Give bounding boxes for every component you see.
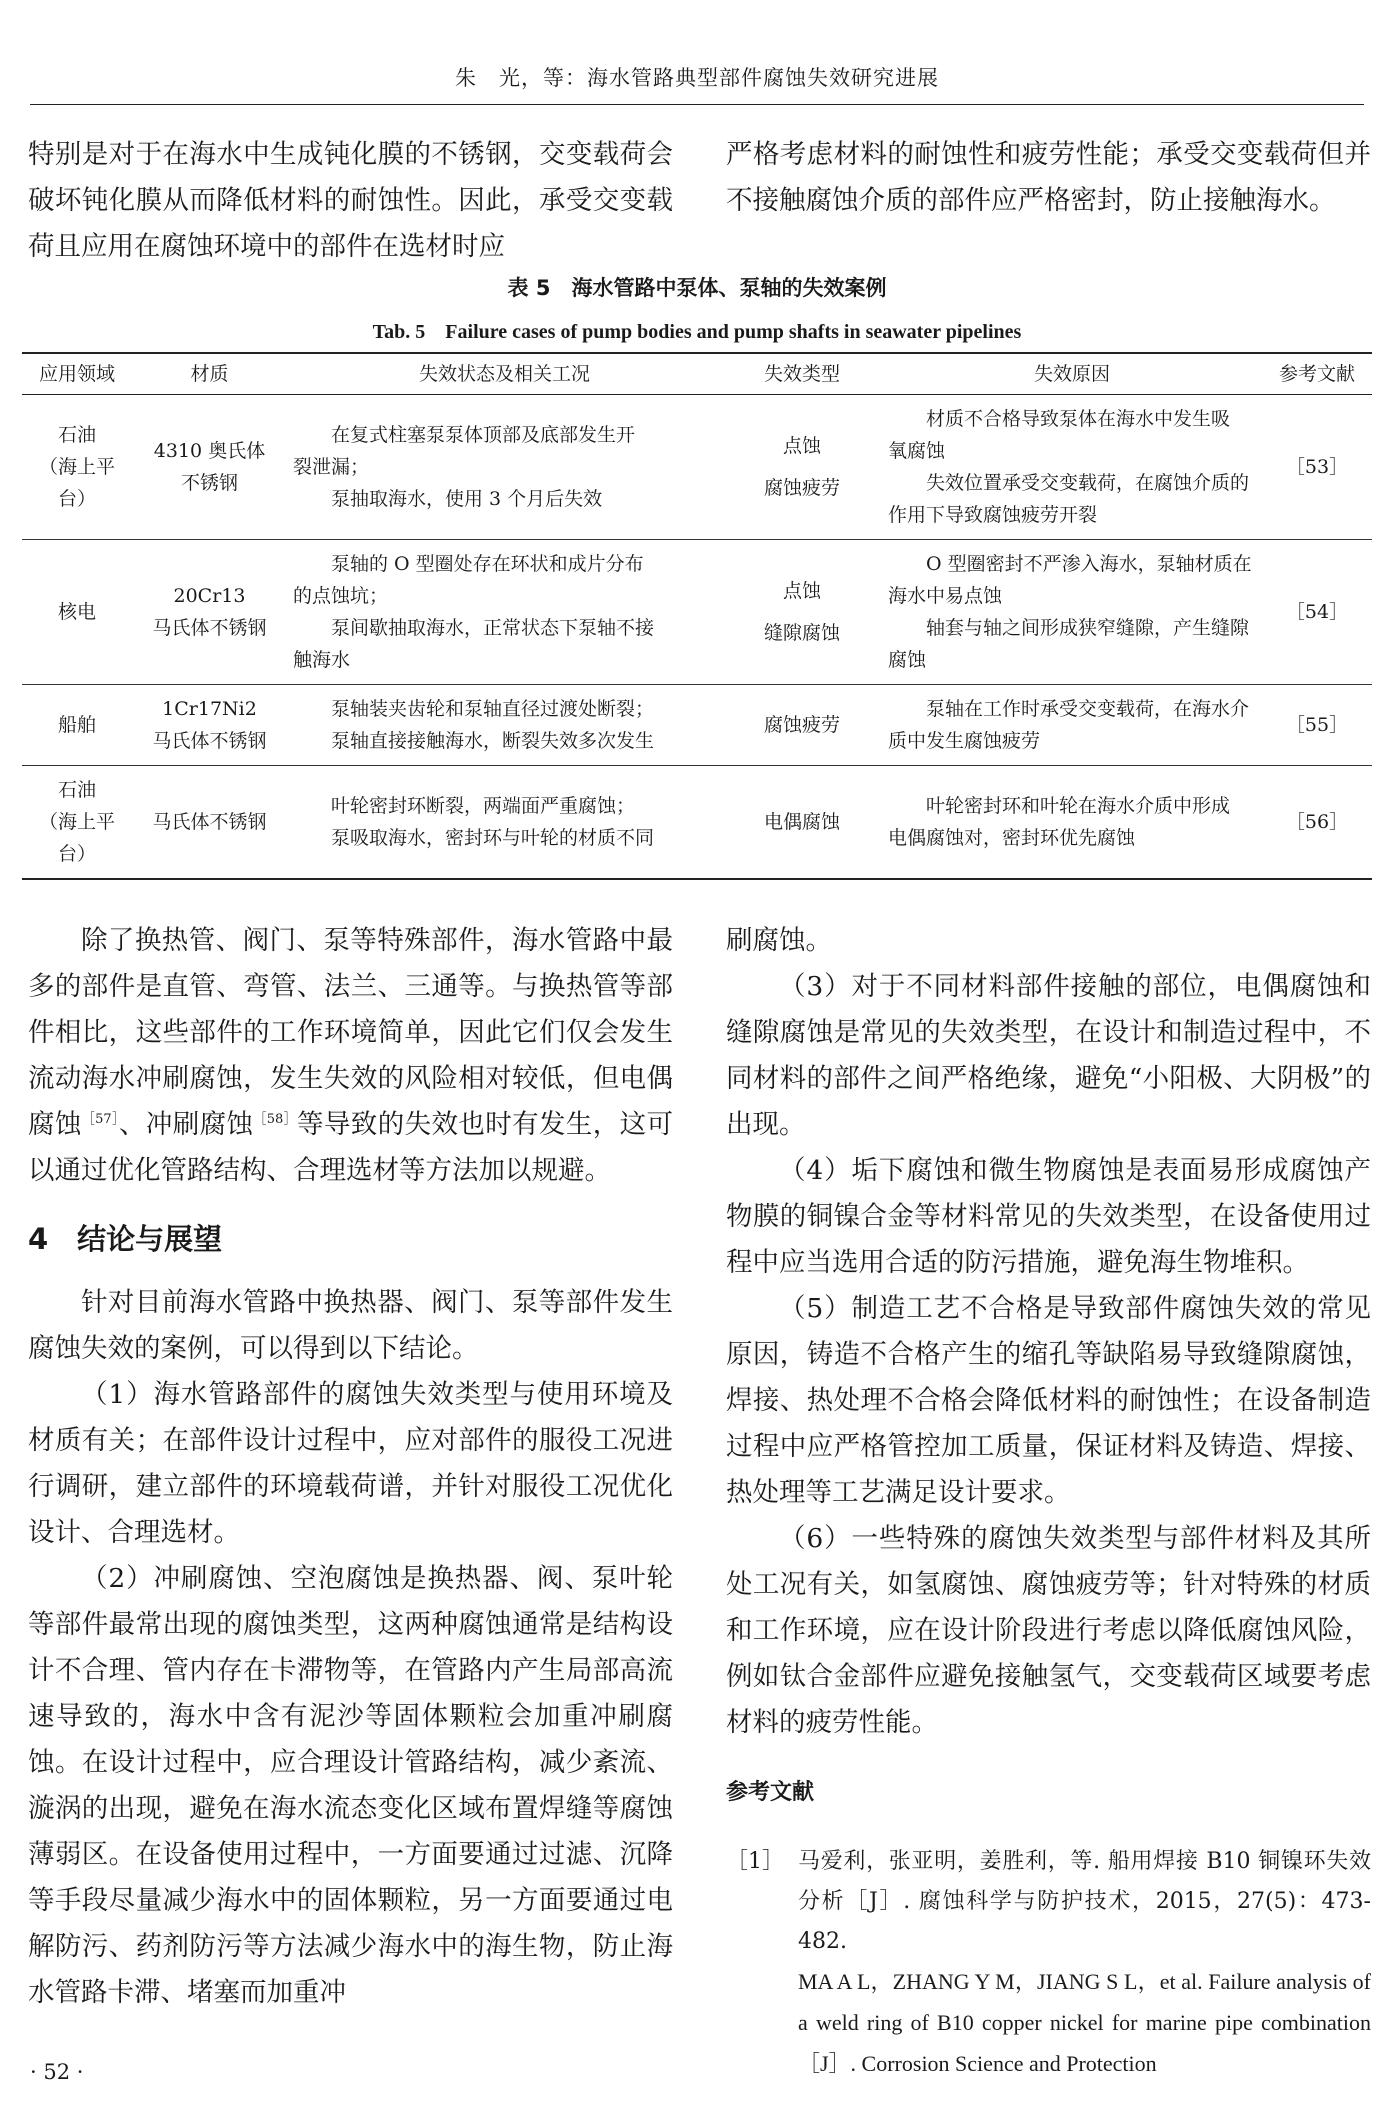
cell-cause: 氧腐蚀 [888,440,946,462]
cell-state: 泵轴直接接触海水，断裂失效多次发生 [331,730,655,752]
cell-field: 核电 [57,601,96,623]
cell-type: 缝隙腐蚀 [763,622,840,644]
body-paragraph: （5）制造工艺不合格是导致部件腐蚀失效的常见原因，铸造不合格产生的缩孔等缺陷易导致缝隙腐蚀，焊接、热处理不合格会降低材料的耐蚀性；在设备制造过程中应严格管控加工质量，保证材料及铸造、焊接、热处理等工艺满足设计要求。 [726,1293,1371,1508]
cell-cause: 作用下导致腐蚀疲劳开裂 [888,504,1098,526]
reference-number: ［1］ [726,1849,784,1874]
references-heading: 参考文献 [726,1780,815,1805]
cell-cause: O 型圈密封不严渗入海水，泵轴材质在 [926,553,1252,575]
intro-right-text: 严格考虑材料的耐蚀性和疲劳性能；承受交变载荷但并不接触腐蚀介质的部件应严格密封，防止接触海水。 [726,139,1371,216]
cell-material: 马氏体不锈钢 [152,617,267,639]
cell-field: （海上平台） [38,811,115,865]
cell-cause: 失效位置承受交变载荷，在腐蚀介质的 [926,472,1250,494]
table-row [22,540,1372,685]
text-run: 、冲刷腐蚀 [118,1109,254,1140]
cell-cause: 电偶腐蚀对，密封环优先腐蚀 [888,827,1136,849]
intro-right [726,132,1371,224]
cell-cause: 腐蚀 [888,649,927,671]
header-field: 应用领域 [22,353,132,395]
cell-state: 泵轴的 O 型圈处存在环状和成片分布 [331,553,644,575]
body-paragraph: （4）垢下腐蚀和微生物腐蚀是表面易形成腐蚀产物膜的铜镍合金等材料常见的失效类型，在设备使用过程中应当选用合适的防污措施，避免海生物堆积。 [726,1155,1371,1278]
cell-cause: 材质不合格导致泵体在海水中发生吸 [926,408,1231,430]
header-material: 材质 [132,353,287,395]
header-cause: 失效原因 [882,353,1262,395]
cell-material: 马氏体不锈钢 [152,730,267,752]
cell-state: 泵间歇抽取海水，正常状态下泵轴不接 [331,617,655,639]
table-caption-en: Tab. 5 Failure cases of pump bodies and pump shafts in seawater pipelines [372,321,1022,343]
cell-material: 4310 奥氏体 [153,440,266,462]
cell-type: 腐蚀疲劳 [763,477,840,499]
body-paragraph: 针对目前海水管路中换热器、阀门、泵等部件发生腐蚀失效的案例，可以得到以下结论。 [28,1287,673,1364]
table-row [22,766,1372,880]
section-heading: 4 结论与展望 [28,1222,223,1256]
table-row [22,395,1372,540]
cell-ref: ［55］ [1262,685,1372,766]
header-type: 失效类型 [722,353,882,395]
body-paragraph: （1）海水管路部件的腐蚀失效类型与使用环境及材质有关；在部件设计过程中，应对部件的服役工况进行调研，建立部件的环境载荷谱，并针对服役工况优化设计、合理选材。 [28,1379,673,1548]
text-run: 除了换热管、阀门、泵等特殊部件，海水管路中最多的部件是直管、弯管、法兰、三通等。与换热管等部件相比，这些部件的工作环境简单，因此它们仅会发生流动海水冲刷腐蚀，发生失效的风险相对较低，但电偶腐蚀 [28,925,673,1140]
intro-left [28,132,673,270]
cell-type: 点蚀 [782,580,821,602]
header-rule [30,104,1364,105]
cell-state: 触海水 [293,649,351,671]
cell-cause: 质中发生腐蚀疲劳 [888,730,1041,752]
reference-item [726,1842,1371,2085]
page-number: · 52 · [30,2060,84,2084]
table-caption-zh: 表 5 海水管路中泵体、泵轴的失效案例 [507,276,887,300]
body-paragraph: 刷腐蚀。 [726,925,832,956]
left-body-column [28,918,673,2016]
failure-cases-table [22,352,1372,880]
body-paragraph: （6）一些特殊的腐蚀失效类型与部件材料及其所处工况有关，如氢腐蚀、腐蚀疲劳等；针对特殊的材质和工作环境，应在设计阶段进行考虑以降低腐蚀风险，例如钛合金部件应避免接触氢气，交变载荷区域要考虑材料的疲劳性能。 [726,1523,1371,1738]
cell-state: 的点蚀坑； [293,585,389,607]
cell-ref: ［56］ [1262,766,1372,880]
right-body-column [726,918,1371,2085]
table-row [22,685,1372,766]
cell-ref: ［54］ [1262,540,1372,685]
cell-material: 马氏体不锈钢 [152,811,267,833]
cell-field: 石油 [57,779,96,801]
cell-cause: 海水中易点蚀 [888,585,1003,607]
cell-type: 电偶腐蚀 [763,811,840,833]
citation-57: ［57］ [81,1112,119,1128]
cell-field: （海上平台） [38,456,115,510]
cell-state: 泵抽取海水，使用 3 个月后失效 [331,488,603,510]
reference-en: MA A L，ZHANG Y M，JIANG S L，et al. Failure analysis of a weld ring of B10 copper nickel for marine pipe combination［J］. Corrosion Science and Protection [798,1969,1371,2076]
cell-cause: 轴套与轴之间形成狭窄缝隙，产生缝隙 [926,617,1250,639]
citation-58: ［58］ [253,1112,298,1128]
cell-cause: 叶轮密封环和叶轮在海水介质中形成 [926,795,1231,817]
reference-text [798,1842,1371,2085]
cell-material: 1Cr17Ni2 [162,698,257,720]
body-paragraph: （3）对于不同材料部件接触的部位，电偶腐蚀和缝隙腐蚀是常见的失效类型，在设计和制造过程中，不同材料的部件之间严格绝缘，避免“小阳极、大阴极”的出现。 [726,971,1371,1140]
text-run: 等导致的失效也时有发生，这可以通过优化管路结构、合理选材等方法加以规避。 [28,1109,673,1186]
cell-state: 叶轮密封环断裂，两端面严重腐蚀； [331,795,636,817]
cell-type: 腐蚀疲劳 [763,714,840,736]
intro-left-text: 特别是对于在海水中生成钝化膜的不锈钢，交变载荷会破坏钝化膜从而降低材料的耐蚀性。因此，承受交变载荷且应用在腐蚀环境中的部件在选材时应 [28,139,673,262]
header-ref: 参考文献 [1262,353,1372,395]
cell-material: 不锈钢 [180,472,238,494]
cell-state: 裂泄漏； [293,456,370,478]
cell-cause: 泵轴在工作时承受交变载荷，在海水介 [926,698,1250,720]
reference-zh: 马爱利，张亚明，姜胜利，等. 船用焊接 B10 铜镍环失效分析［J］. 腐蚀科学与防护技术，2015，27(5)：473-482. [798,1849,1371,1954]
cell-state: 泵轴装夹齿轮和泵轴直径过渡处断裂； [331,698,655,720]
cell-ref: ［53］ [1262,395,1372,540]
cell-type: 点蚀 [782,435,821,457]
running-header: 朱 光，等：海水管路典型部件腐蚀失效研究进展 [455,66,939,90]
table-header-row [22,353,1372,395]
cell-state: 泵吸取海水，密封环与叶轮的材质不同 [331,827,655,849]
cell-field: 石油 [57,424,96,446]
cell-state: 在复式柱塞泵泵体顶部及底部发生开 [331,424,636,446]
header-state: 失效状态及相关工况 [287,353,722,395]
body-paragraph: （2）冲刷腐蚀、空泡腐蚀是换热器、阀、泵叶轮等部件最常出现的腐蚀类型，这两种腐蚀通常是结构设计不合理、管内存在卡滞物等，在管路内产生局部高流速导致的，海水中含有泥沙等固体颗粒会加重冲刷腐蚀。在设计过程中，应合理设计管路结构，减少紊流、漩涡的出现，避免在海水流态变化区域布置焊缝等腐蚀薄弱区。在设备使用过程中，一方面要通过过滤、沉降等手段尽量减少海水中的固体颗粒，另一方面要通过电解防污、药剂防污等方法减少海水中的海生物，防止海水管路卡滞、堵塞而加重冲 [28,1563,673,2008]
cell-field: 船舶 [57,714,96,736]
body-paragraph [28,918,673,1194]
cell-material: 20Cr13 [173,585,246,607]
